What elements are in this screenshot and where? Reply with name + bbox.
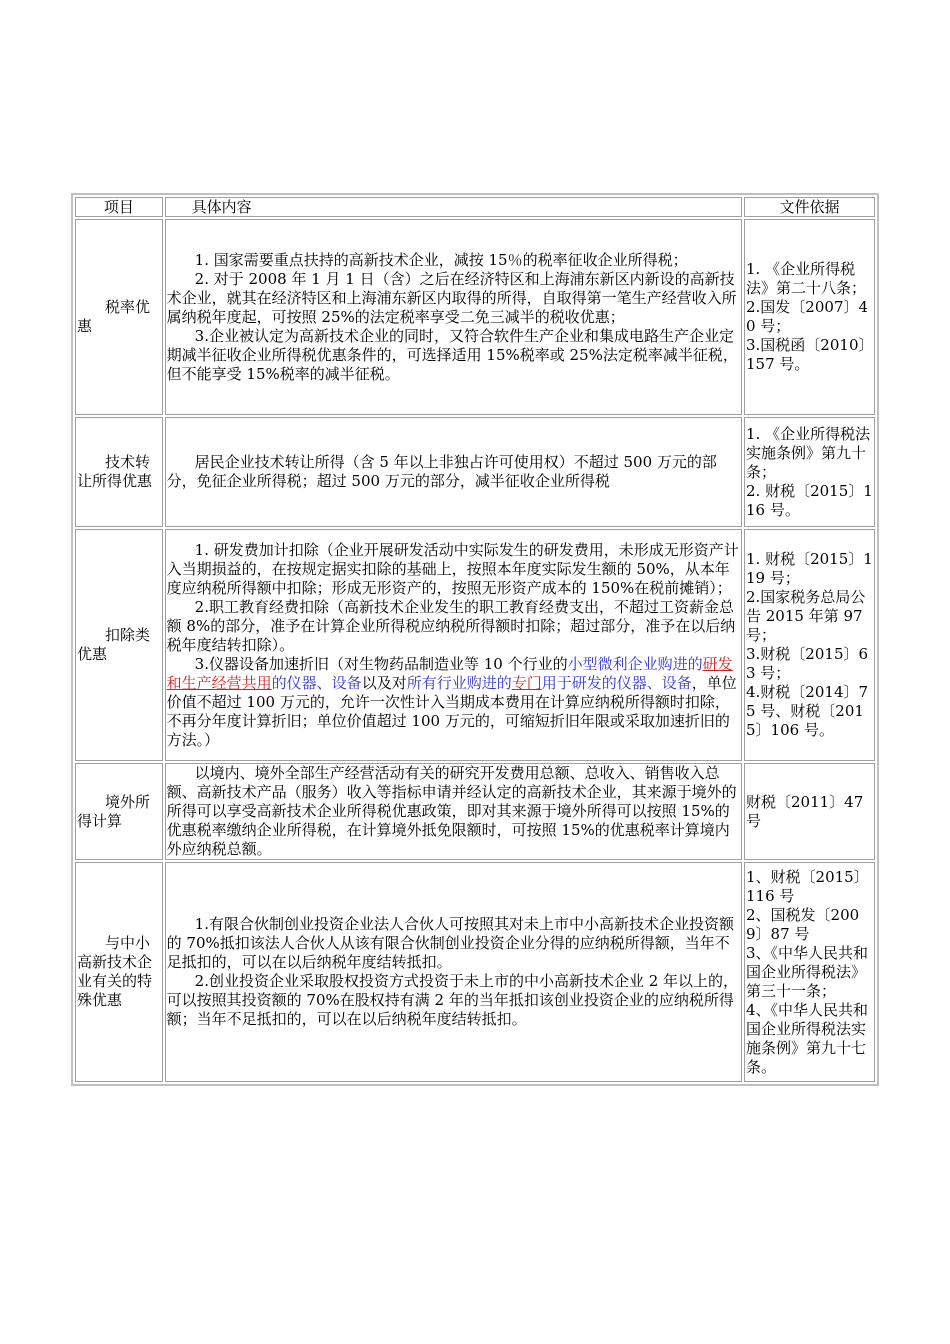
- header-item: 项目: [75, 197, 163, 217]
- row-content: [165, 529, 742, 761]
- link-small-micro-enterprise[interactable]: 小型微利企业购进的: [567, 654, 703, 673]
- basis-line: 3、《中华人民共和国企业所得税法》第三十一条；: [746, 943, 869, 1000]
- header-basis: 文件依据: [744, 197, 875, 217]
- table-row: [75, 219, 875, 415]
- basis-line: 2.国家税务总局公告 2015 年第 97 号；: [746, 588, 866, 644]
- content-paragraph: 1.有限合伙制创业投资企业法人合伙人可按照其对未上市中小高新技术企业投资额的 70%抵扣该法人合伙人从该有限合伙制创业投资企业分得的应纳税所得额，当年不足抵扣的，可以在以后纳税年度结转抵扣。: [166, 915, 734, 971]
- row-category: 境外所得计算: [75, 763, 163, 860]
- basis-line: 3.财税〔2015〕63 号；: [746, 645, 869, 682]
- table-row: [75, 763, 875, 860]
- text-run: 以及对: [361, 673, 407, 692]
- row-category: 与中小高新技术企业有关的特殊优惠: [75, 862, 163, 1082]
- basis-line: 1. 《企业所得税法实施条例》第九十条；: [746, 424, 871, 481]
- row-basis: [744, 219, 875, 415]
- link-instruments-equipment[interactable]: 的仪器、设备: [271, 673, 362, 692]
- basis-line: 2.国发〔2007〕40 号；: [746, 298, 869, 335]
- basis-line: 3.国税函〔2010〕157 号。: [746, 336, 866, 373]
- row-basis: [744, 862, 875, 1082]
- content-paragraph: 2.职工教育经费扣除（高新技术企业发生的职工教育经费支出，不超过工资薪金总额 8%的部分，准予在计算企业所得税应纳税所得额时扣除；超过部分，准予在以后纳税年度结转扣除）。: [166, 597, 736, 654]
- basis-line: 1、财税〔2015〕116 号: [746, 867, 869, 905]
- tax-incentive-table: [71, 193, 879, 1086]
- row-category: 扣除类优惠: [75, 529, 163, 761]
- table-row: [75, 529, 875, 761]
- row-content: [165, 763, 742, 860]
- link-dedicated[interactable]: 专门: [511, 673, 542, 692]
- row-basis: [744, 763, 875, 860]
- basis-line: 1. 财税〔2015〕119 号；: [746, 550, 873, 587]
- table-header-row: [75, 197, 875, 217]
- content-paragraph: [167, 655, 740, 750]
- content-paragraph: 2.创业投资企业采取股权投资方式投资于未上市的中小高新技术企业 2 年以上的，可以按照其投资额的 70%在股权持有满 2 年的当年抵扣该创业投资企业的应纳税所得额；当年不足抵扣的，可以在以后纳税年度结转抵扣。: [166, 972, 739, 1028]
- row-content: [165, 862, 742, 1082]
- row-content: [165, 219, 742, 415]
- row-category: 税率优惠: [75, 219, 163, 415]
- basis-line: 财税〔2011〕47 号: [746, 792, 864, 830]
- row-content: [165, 417, 742, 527]
- row-basis: [744, 417, 875, 527]
- basis-line: 4.财税〔2014〕75 号、财税〔2015〕106 号。: [746, 683, 869, 739]
- text-run: 3.仪器设备加速折旧（对生物药品制造业等 10 个行业的: [194, 654, 568, 673]
- text-run: ，单位价值不超过 100 万元的，允许一次性计入当期成本费用在计算应纳税所得额时扣除，不再分年度计算折旧；单位价值超过 100 万元的，可缩短折旧年限或采取加速折旧的方法。）: [166, 673, 737, 749]
- content-paragraph: 3.企业被认定为高新技术企业的同时，又符合软件生产企业和集成电路生产企业定期减半征收企业所得税优惠条件的，可选择适用 15%税率或 25%法定税率减半征税，但不能享受 15%税率的减半征税。: [166, 326, 738, 383]
- content-paragraph: 1. 研发费加计扣除（企业开展研发活动中实际发生的研发费用，未形成无形资产计入当期损益的，在按规定据实扣除的基础上，按照本年度实际发生额的 50%，从本年度应纳税所得额中扣除；形成无形资产的，按照无形资产成本的 150%在税前摊销）；: [166, 540, 739, 597]
- table-row: [75, 862, 875, 1082]
- row-category: 技术转让所得优惠: [75, 417, 163, 527]
- basis-line: 4、《中华人民共和国企业所得税法实施条例》第九十七条。: [746, 1000, 869, 1076]
- basis-line: 1. 《企业所得税法》第二十八条；: [746, 260, 867, 297]
- header-content: 具体内容: [165, 197, 742, 217]
- table-row: [75, 417, 875, 527]
- link-rd-production-shared[interactable]: 研发和生产经营共用: [166, 654, 733, 692]
- link-all-industries-purchase[interactable]: 所有行业购进的: [406, 673, 512, 692]
- basis-line: 2、国税发〔2009〕87 号: [746, 905, 860, 943]
- row-basis: [744, 529, 875, 761]
- content-paragraph: 居民企业技术转让所得（含 5 年以上非独占许可使用权）不超过 500 万元的部分，免征企业所得税；超过 500 万元的部分，减半征收企业所得税: [166, 453, 717, 490]
- link-rd-instruments[interactable]: 用于研发的仪器、设备: [541, 673, 692, 692]
- content-paragraph: 2. 对于 2008 年 1 月 1 日（含）之后在经济特区和上海浦东新区内新设的高新技术企业，就其在经济特区和上海浦东新区内取得的所得，自取得第一笔生产经营收入所属纳税年度起，可按照 25%的法定税率享受二免三减半的税收优惠；: [166, 269, 737, 326]
- basis-line: 2. 财税〔2015〕116 号。: [746, 481, 873, 519]
- content-paragraph: 1. 国家需要重点扶持的高新技术企业，减按 15％的税率征收企业所得税；: [194, 250, 688, 269]
- content-paragraph: 以境内、境外全部生产经营活动有关的研究开发费用总额、总收入、销售收入总额、高新技术产品（服务）收入等指标申请并经认定的高新技术企业，其来源于境外的所得可以享受高新技术企业所得税优惠政策，即对其来源于境外所得可以按照 15%的优惠税率缴纳企业所得税，在计算境外抵免限额时，可按照 15%的优惠税率计算境内外应纳税总额。: [166, 764, 737, 858]
